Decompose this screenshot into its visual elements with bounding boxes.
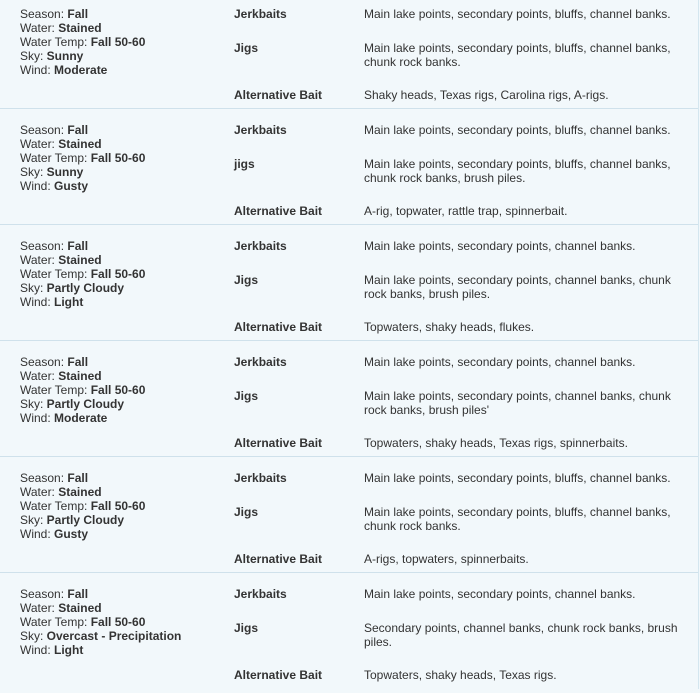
bait-locations: Main lake points, secondary points, channel banks, chunk rock banks, brush piles': [364, 389, 671, 417]
sky-line: [20, 165, 145, 179]
water-value: Stained: [58, 253, 102, 267]
condition-block: [0, 573, 698, 689]
season-line: [20, 123, 145, 137]
wind-line: [20, 527, 145, 541]
bait-locations: Main lake points, secondary points, channel banks.: [364, 355, 636, 369]
bait-type: Alternative Bait: [234, 320, 323, 334]
bait-locations: Main lake points, secondary points, channel banks.: [364, 587, 636, 601]
season-value: Fall: [67, 587, 89, 601]
wind-line: [20, 295, 145, 309]
season-value: Fall: [67, 471, 89, 485]
sky-line: [20, 49, 145, 63]
season-label: Season:: [20, 123, 68, 137]
water-temp-value: Fall 50-60: [90, 383, 146, 397]
wind-label: Wind:: [20, 179, 55, 193]
wind-value: Moderate: [54, 63, 108, 77]
sky-line: [20, 513, 145, 527]
wind-line: [20, 411, 145, 425]
condition-block: [0, 109, 698, 225]
wind-value: Gusty: [54, 179, 89, 193]
sky-line: [20, 397, 145, 411]
season-label: Season:: [20, 355, 68, 369]
bait-type: Jerkbaits: [234, 123, 287, 137]
water-temp-label: Water Temp:: [20, 35, 91, 49]
bait-locations: Main lake points, secondary points, bluffs, channel banks.: [364, 123, 671, 137]
sky-line: [20, 281, 145, 295]
bait-locations: Topwaters, shaky heads, Texas rigs.: [364, 668, 557, 682]
sky-value: Partly Cloudy: [46, 397, 125, 411]
water-temp-value: Fall 50-60: [90, 151, 146, 165]
sky-label: Sky:: [20, 397, 47, 411]
sky-value: Overcast - Precipitation: [46, 629, 182, 643]
water-value: Stained: [58, 485, 102, 499]
bait-type: Jigs: [234, 621, 259, 635]
water-line: [20, 137, 145, 151]
bait-locations: Shaky heads, Texas rigs, Carolina rigs, A-rigs.: [364, 88, 609, 102]
bait-type: Jigs: [234, 389, 259, 403]
water-label: Water:: [20, 253, 59, 267]
season-label: Season:: [20, 587, 68, 601]
water-label: Water:: [20, 369, 59, 383]
sky-line: [20, 629, 181, 643]
water-temp-line: [20, 35, 145, 49]
wind-label: Wind:: [20, 527, 55, 541]
bait-type: Alternative Bait: [234, 552, 323, 566]
water-temp-line: [20, 383, 145, 397]
bait-type: Jigs: [234, 273, 259, 287]
wind-label: Wind:: [20, 295, 55, 309]
bait-locations: Secondary points, channel banks, chunk rock banks, brush piles.: [364, 621, 678, 649]
season-value: Fall: [67, 7, 89, 21]
wind-value: Light: [54, 643, 84, 657]
water-value: Stained: [58, 369, 102, 383]
sky-label: Sky:: [20, 629, 47, 643]
water-line: [20, 253, 145, 267]
bait-locations: Main lake points, secondary points, bluffs, channel banks, chunk rock banks.: [364, 505, 671, 533]
water-temp-label: Water Temp:: [20, 499, 91, 513]
water-temp-value: Fall 50-60: [90, 615, 146, 629]
bait-type: Alternative Bait: [234, 436, 323, 450]
water-value: Stained: [58, 601, 102, 615]
bait-locations: Main lake points, secondary points, bluffs, channel banks.: [364, 471, 671, 485]
season-line: [20, 471, 145, 485]
bait-type: Alternative Bait: [234, 668, 323, 682]
conditions-list: [20, 355, 145, 425]
sky-label: Sky:: [20, 49, 47, 63]
bait-locations: Main lake points, secondary points, bluffs, channel banks, chunk rock banks.: [364, 41, 671, 69]
water-temp-value: Fall 50-60: [90, 35, 146, 49]
sky-value: Partly Cloudy: [46, 281, 125, 295]
condition-block: [0, 341, 698, 457]
bait-locations: Main lake points, secondary points, channel banks, chunk rock banks, brush piles.: [364, 273, 671, 301]
water-label: Water:: [20, 21, 59, 35]
bait-type: Jerkbaits: [234, 7, 287, 21]
season-line: [20, 7, 145, 21]
bait-locations: Main lake points, secondary points, bluffs, channel banks, chunk rock banks, brush piles.: [364, 157, 671, 185]
sky-label: Sky:: [20, 513, 47, 527]
water-line: [20, 485, 145, 499]
conditions-list: [20, 123, 145, 193]
water-temp-line: [20, 151, 145, 165]
season-label: Season:: [20, 471, 68, 485]
sky-label: Sky:: [20, 281, 47, 295]
bait-type: Jerkbaits: [234, 355, 287, 369]
water-label: Water:: [20, 137, 59, 151]
conditions-list: [20, 587, 181, 657]
season-line: [20, 587, 181, 601]
bait-locations: A-rig, topwater, rattle trap, spinnerbait.: [364, 204, 568, 218]
bait-type: Jigs: [234, 505, 259, 519]
sky-value: Partly Cloudy: [46, 513, 125, 527]
water-label: Water:: [20, 485, 59, 499]
season-label: Season:: [20, 239, 68, 253]
sky-label: Sky:: [20, 165, 47, 179]
water-temp-label: Water Temp:: [20, 151, 91, 165]
bait-type: Jerkbaits: [234, 587, 287, 601]
bait-locations: A-rigs, topwaters, spinnerbaits.: [364, 552, 529, 566]
season-value: Fall: [67, 123, 89, 137]
wind-label: Wind:: [20, 63, 55, 77]
water-temp-label: Water Temp:: [20, 615, 91, 629]
water-temp-line: [20, 499, 145, 513]
water-line: [20, 601, 181, 615]
season-value: Fall: [67, 239, 89, 253]
water-temp-label: Water Temp:: [20, 383, 91, 397]
water-temp-value: Fall 50-60: [90, 499, 146, 513]
condition-block: [0, 457, 698, 573]
conditions-list: [20, 471, 145, 541]
condition-block: [0, 0, 698, 109]
season-line: [20, 239, 145, 253]
bait-type: jigs: [234, 157, 255, 171]
sky-value: Sunny: [46, 49, 84, 63]
bait-type: Alternative Bait: [234, 204, 323, 218]
water-value: Stained: [58, 137, 102, 151]
season-label: Season:: [20, 7, 68, 21]
water-temp-line: [20, 267, 145, 281]
bait-type: Jerkbaits: [234, 239, 287, 253]
bait-type: Jigs: [234, 41, 259, 55]
wind-label: Wind:: [20, 411, 55, 425]
wind-value: Light: [54, 295, 84, 309]
bait-locations: Main lake points, secondary points, channel banks.: [364, 239, 636, 253]
condition-block: [0, 225, 698, 341]
bait-locations: Topwaters, shaky heads, flukes.: [364, 320, 535, 334]
season-value: Fall: [67, 355, 89, 369]
water-line: [20, 369, 145, 383]
sky-value: Sunny: [46, 165, 84, 179]
wind-line: [20, 179, 145, 193]
wind-value: Moderate: [54, 411, 108, 425]
conditions-list: [20, 7, 145, 77]
water-line: [20, 21, 145, 35]
conditions-list: [20, 239, 145, 309]
water-temp-value: Fall 50-60: [90, 267, 146, 281]
bait-type: Jerkbaits: [234, 471, 287, 485]
wind-line: [20, 63, 145, 77]
wind-line: [20, 643, 181, 657]
season-line: [20, 355, 145, 369]
water-temp-label: Water Temp:: [20, 267, 91, 281]
bait-type: Alternative Bait: [234, 88, 323, 102]
wind-label: Wind:: [20, 643, 55, 657]
water-value: Stained: [58, 21, 102, 35]
wind-value: Gusty: [54, 527, 89, 541]
water-temp-line: [20, 615, 181, 629]
bait-locations: Topwaters, shaky heads, Texas rigs, spinnerbaits.: [364, 436, 628, 450]
water-label: Water:: [20, 601, 59, 615]
bait-locations: Main lake points, secondary points, bluffs, channel banks.: [364, 7, 671, 21]
